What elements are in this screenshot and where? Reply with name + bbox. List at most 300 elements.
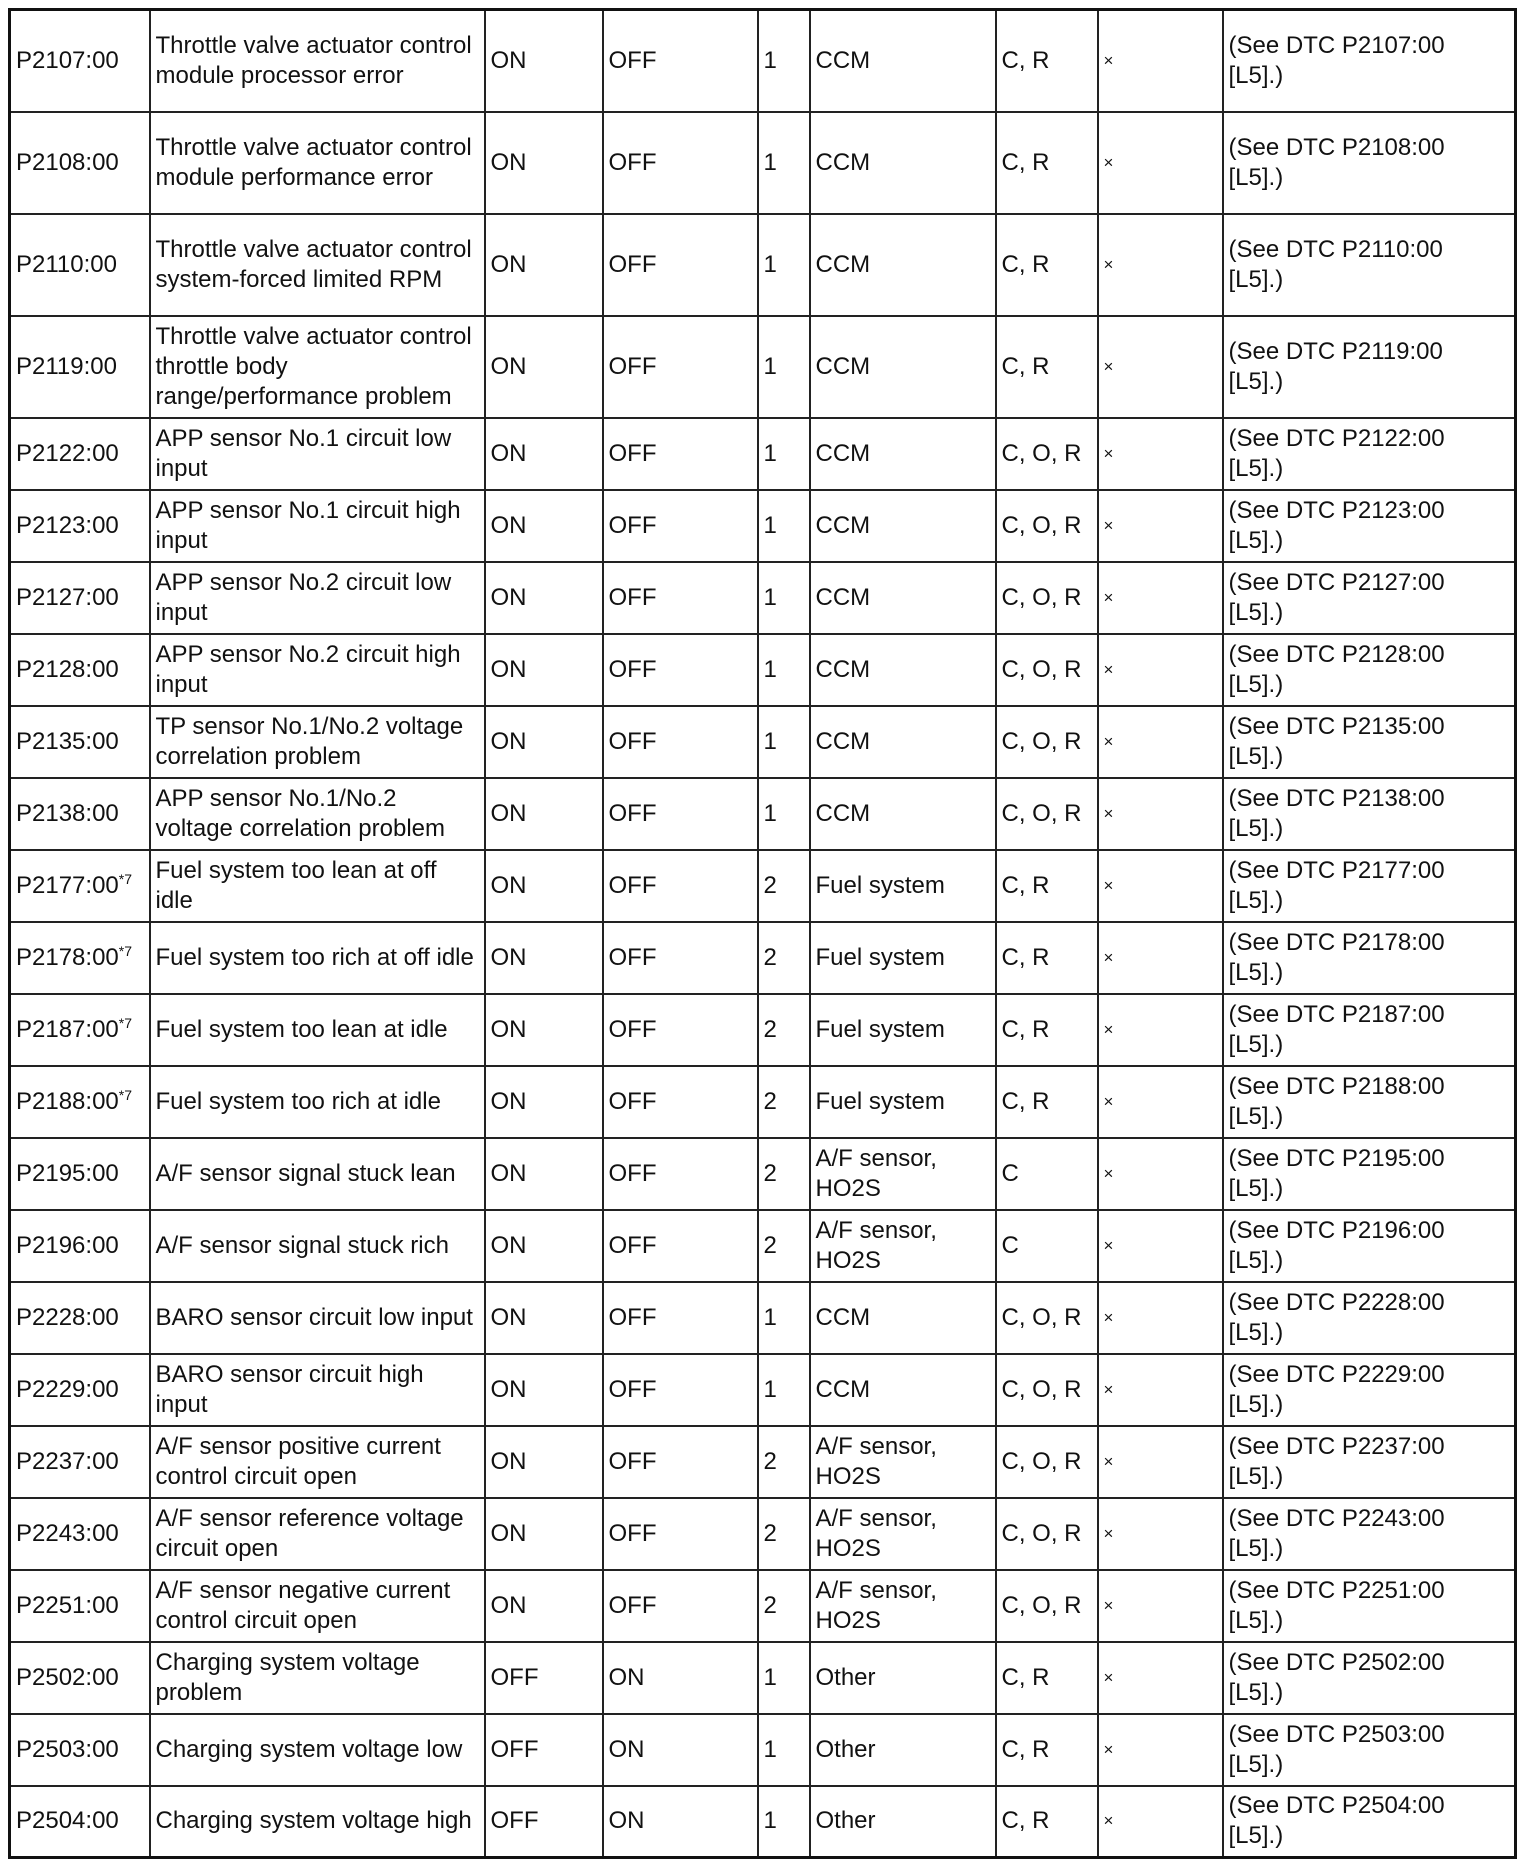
reference-suffix: [L5].) xyxy=(1228,1750,1284,1778)
category-cell: CCM xyxy=(810,562,996,634)
test-type-cell: C, O, R xyxy=(996,778,1098,850)
reference-cell xyxy=(1223,1066,1516,1138)
dtc-code: P2243:00 xyxy=(16,1519,119,1547)
reference-suffix: [L5].) xyxy=(1228,1246,1284,1274)
category-cell: A/F sensor, HO2S xyxy=(810,1210,996,1282)
trip-cell: 1 xyxy=(758,10,810,112)
reference-cell xyxy=(1223,994,1516,1066)
description-cell: Charging system voltage low xyxy=(150,1714,485,1786)
memory-cell: OFF xyxy=(603,1498,758,1570)
test-type-cell: C, R xyxy=(996,214,1098,316)
description-cell: A/F sensor reference voltage circuit open xyxy=(150,1498,485,1570)
flag-cell: × xyxy=(1098,112,1223,214)
trip-cell: 2 xyxy=(758,1498,810,1570)
category-cell: A/F sensor, HO2S xyxy=(810,1570,996,1642)
description-cell: APP sensor No.2 circuit high input xyxy=(150,634,485,706)
flag-cell: × xyxy=(1098,1714,1223,1786)
reference-link[interactable]: (See DTC P2229:00 xyxy=(1228,1360,1445,1388)
reference-suffix: [L5].) xyxy=(1228,367,1284,395)
test-type-cell: C, R xyxy=(996,1714,1098,1786)
dtc-code-cell xyxy=(10,1570,150,1642)
memory-cell: OFF xyxy=(603,316,758,418)
memory-cell: OFF xyxy=(603,994,758,1066)
flag-cell: × xyxy=(1098,490,1223,562)
reference-cell xyxy=(1223,562,1516,634)
flag-cell: × xyxy=(1098,1498,1223,1570)
reference-cell xyxy=(1223,1570,1516,1642)
trip-cell: 1 xyxy=(758,778,810,850)
reference-link[interactable]: (See DTC P2178:00 xyxy=(1228,928,1445,956)
mil-cell: ON xyxy=(485,706,603,778)
mil-cell: ON xyxy=(485,214,603,316)
flag-cell: × xyxy=(1098,1786,1223,1858)
reference-suffix: [L5].) xyxy=(1228,1102,1284,1130)
dtc-code-cell xyxy=(10,112,150,214)
reference-suffix: [L5].) xyxy=(1228,265,1284,293)
reference-cell xyxy=(1223,850,1516,922)
test-type-cell: C, O, R xyxy=(996,1498,1098,1570)
trip-cell: 1 xyxy=(758,112,810,214)
dtc-code-cell xyxy=(10,850,150,922)
test-type-cell: C xyxy=(996,1210,1098,1282)
reference-link[interactable]: (See DTC P2127:00 xyxy=(1228,568,1445,596)
description-cell: Fuel system too rich at off idle xyxy=(150,922,485,994)
mil-cell: ON xyxy=(485,1282,603,1354)
mil-cell: ON xyxy=(485,1426,603,1498)
table-row xyxy=(10,562,1516,634)
reference-cell xyxy=(1223,1498,1516,1570)
category-cell: CCM xyxy=(810,778,996,850)
mil-cell: ON xyxy=(485,490,603,562)
mil-cell: ON xyxy=(485,10,603,112)
description-cell: A/F sensor positive current control circuit open xyxy=(150,1426,485,1498)
trip-cell: 2 xyxy=(758,1570,810,1642)
dtc-code: P2503:00 xyxy=(16,1735,119,1763)
mil-cell: OFF xyxy=(485,1714,603,1786)
memory-cell: OFF xyxy=(603,562,758,634)
trip-cell: 2 xyxy=(758,1066,810,1138)
dtc-note: *7 xyxy=(118,1014,132,1031)
reference-suffix: [L5].) xyxy=(1228,814,1284,842)
flag-cell: × xyxy=(1098,850,1223,922)
description-cell: Fuel system too lean at off idle xyxy=(150,850,485,922)
table-row xyxy=(10,214,1516,316)
dtc-code: P2123:00 xyxy=(16,511,119,539)
reference-cell xyxy=(1223,1138,1516,1210)
dtc-code-cell xyxy=(10,778,150,850)
dtc-table-body xyxy=(10,10,1516,1858)
memory-cell: OFF xyxy=(603,1282,758,1354)
flag-cell: × xyxy=(1098,1138,1223,1210)
category-cell: A/F sensor, HO2S xyxy=(810,1498,996,1570)
reference-suffix: [L5].) xyxy=(1228,958,1284,986)
memory-cell: OFF xyxy=(603,634,758,706)
description-cell: A/F sensor signal stuck rich xyxy=(150,1210,485,1282)
dtc-code: P2187:00 xyxy=(16,1015,119,1043)
category-cell: Other xyxy=(810,1642,996,1714)
mil-cell: ON xyxy=(485,922,603,994)
dtc-code-cell xyxy=(10,418,150,490)
dtc-code-cell xyxy=(10,316,150,418)
reference-link[interactable]: (See DTC P2237:00 xyxy=(1228,1432,1445,1460)
description-cell: BARO sensor circuit high input xyxy=(150,1354,485,1426)
mil-cell: ON xyxy=(485,1138,603,1210)
description-cell: APP sensor No.1 circuit low input xyxy=(150,418,485,490)
dtc-note: *7 xyxy=(118,870,132,887)
reference-link[interactable]: (See DTC P2110:00 xyxy=(1228,235,1443,263)
mil-cell: OFF xyxy=(485,1642,603,1714)
memory-cell: OFF xyxy=(603,1210,758,1282)
reference-link[interactable]: (See DTC P2196:00 xyxy=(1228,1216,1445,1244)
category-cell: A/F sensor, HO2S xyxy=(810,1426,996,1498)
reference-suffix: [L5].) xyxy=(1228,1822,1284,1850)
flag-cell: × xyxy=(1098,316,1223,418)
table-row xyxy=(10,922,1516,994)
trip-cell: 2 xyxy=(758,1210,810,1282)
mil-cell: ON xyxy=(485,850,603,922)
description-cell: Fuel system too lean at idle xyxy=(150,994,485,1066)
test-type-cell: C, O, R xyxy=(996,1282,1098,1354)
mil-cell: ON xyxy=(485,634,603,706)
dtc-code: P2119:00 xyxy=(16,352,117,380)
dtc-code-cell xyxy=(10,10,150,112)
memory-cell: OFF xyxy=(603,850,758,922)
reference-link[interactable]: (See DTC P2119:00 xyxy=(1228,337,1443,365)
flag-cell: × xyxy=(1098,418,1223,490)
dtc-code-cell xyxy=(10,706,150,778)
memory-cell: ON xyxy=(603,1714,758,1786)
trip-cell: 1 xyxy=(758,418,810,490)
trip-cell: 1 xyxy=(758,1282,810,1354)
reference-cell xyxy=(1223,1426,1516,1498)
reference-suffix: [L5].) xyxy=(1228,61,1284,89)
flag-cell: × xyxy=(1098,214,1223,316)
dtc-code: P2502:00 xyxy=(16,1663,119,1691)
reference-link[interactable]: (See DTC P2128:00 xyxy=(1228,640,1445,668)
table-row xyxy=(10,1714,1516,1786)
category-cell: Fuel system xyxy=(810,922,996,994)
reference-link[interactable]: (See DTC P2503:00 xyxy=(1228,1720,1445,1748)
memory-cell: OFF xyxy=(603,1354,758,1426)
reference-suffix: [L5].) xyxy=(1228,1606,1284,1634)
dtc-code-cell xyxy=(10,490,150,562)
reference-cell xyxy=(1223,1354,1516,1426)
table-row xyxy=(10,1642,1516,1714)
reference-link[interactable]: (See DTC P2123:00 xyxy=(1228,496,1445,524)
mil-cell: OFF xyxy=(485,1786,603,1858)
description-cell: APP sensor No.1/No.2 voltage correlation problem xyxy=(150,778,485,850)
category-cell: CCM xyxy=(810,634,996,706)
reference-suffix: [L5].) xyxy=(1228,886,1284,914)
test-type-cell: C, R xyxy=(996,112,1098,214)
reference-cell xyxy=(1223,1642,1516,1714)
test-type-cell: C, R xyxy=(996,994,1098,1066)
mil-cell: ON xyxy=(485,778,603,850)
dtc-note: *7 xyxy=(118,942,132,959)
test-type-cell: C, O, R xyxy=(996,1570,1098,1642)
category-cell: CCM xyxy=(810,214,996,316)
dtc-code-cell xyxy=(10,214,150,316)
dtc-code-cell xyxy=(10,1282,150,1354)
description-cell: Throttle valve actuator control module performance error xyxy=(150,112,485,214)
reference-link[interactable]: (See DTC P2188:00 xyxy=(1228,1072,1445,1100)
reference-cell xyxy=(1223,418,1516,490)
reference-suffix: [L5].) xyxy=(1228,1462,1284,1490)
dtc-code: P2237:00 xyxy=(16,1447,119,1475)
trip-cell: 1 xyxy=(758,316,810,418)
flag-cell: × xyxy=(1098,1426,1223,1498)
reference-cell xyxy=(1223,1786,1516,1858)
test-type-cell: C, R xyxy=(996,316,1098,418)
category-cell: Other xyxy=(810,1786,996,1858)
flag-cell: × xyxy=(1098,1282,1223,1354)
dtc-code: P2108:00 xyxy=(16,148,119,176)
dtc-code-cell xyxy=(10,1642,150,1714)
reference-suffix: [L5].) xyxy=(1228,742,1284,770)
flag-cell: × xyxy=(1098,922,1223,994)
trip-cell: 1 xyxy=(758,490,810,562)
memory-cell: ON xyxy=(603,1786,758,1858)
category-cell: CCM xyxy=(810,112,996,214)
trip-cell: 1 xyxy=(758,634,810,706)
trip-cell: 2 xyxy=(758,922,810,994)
table-row xyxy=(10,10,1516,112)
test-type-cell: C, R xyxy=(996,1642,1098,1714)
reference-cell xyxy=(1223,214,1516,316)
dtc-code: P2228:00 xyxy=(16,1303,119,1331)
dtc-code-cell xyxy=(10,1210,150,1282)
table-row xyxy=(10,850,1516,922)
dtc-code: P2107:00 xyxy=(16,46,119,74)
dtc-code: P2504:00 xyxy=(16,1807,119,1835)
test-type-cell: C, R xyxy=(996,10,1098,112)
dtc-code-cell xyxy=(10,1354,150,1426)
reference-link[interactable]: (See DTC P2504:00 xyxy=(1228,1792,1445,1820)
reference-suffix: [L5].) xyxy=(1228,1174,1284,1202)
category-cell: Fuel system xyxy=(810,994,996,1066)
mil-cell: ON xyxy=(485,316,603,418)
reference-cell xyxy=(1223,1714,1516,1786)
reference-suffix: [L5].) xyxy=(1228,526,1284,554)
reference-suffix: [L5].) xyxy=(1228,1678,1284,1706)
description-cell: TP sensor No.1/No.2 voltage correlation problem xyxy=(150,706,485,778)
memory-cell: OFF xyxy=(603,214,758,316)
reference-link[interactable]: (See DTC P2228:00 xyxy=(1228,1288,1445,1316)
memory-cell: OFF xyxy=(603,706,758,778)
test-type-cell: C xyxy=(996,1138,1098,1210)
reference-cell xyxy=(1223,1210,1516,1282)
test-type-cell: C, O, R xyxy=(996,1354,1098,1426)
description-cell: Throttle valve actuator control system-forced limited RPM xyxy=(150,214,485,316)
dtc-code: P2138:00 xyxy=(16,799,119,827)
reference-link[interactable]: (See DTC P2177:00 xyxy=(1228,856,1445,884)
reference-cell xyxy=(1223,10,1516,112)
dtc-code-cell xyxy=(10,922,150,994)
reference-suffix: [L5].) xyxy=(1228,1030,1284,1058)
dtc-table xyxy=(8,8,1517,1859)
reference-link[interactable]: (See DTC P2195:00 xyxy=(1228,1144,1445,1172)
test-type-cell: C, O, R xyxy=(996,562,1098,634)
category-cell: Fuel system xyxy=(810,1066,996,1138)
table-row xyxy=(10,112,1516,214)
trip-cell: 1 xyxy=(758,1714,810,1786)
category-cell: Other xyxy=(810,1714,996,1786)
trip-cell: 1 xyxy=(758,1786,810,1858)
description-cell: A/F sensor negative current control circuit open xyxy=(150,1570,485,1642)
trip-cell: 2 xyxy=(758,994,810,1066)
category-cell: CCM xyxy=(810,1354,996,1426)
dtc-code: P2135:00 xyxy=(16,727,119,755)
reference-cell xyxy=(1223,1282,1516,1354)
flag-cell: × xyxy=(1098,994,1223,1066)
table-row xyxy=(10,778,1516,850)
reference-cell xyxy=(1223,778,1516,850)
test-type-cell: C, O, R xyxy=(996,490,1098,562)
mil-cell: ON xyxy=(485,112,603,214)
category-cell: A/F sensor, HO2S xyxy=(810,1138,996,1210)
dtc-code-cell xyxy=(10,1138,150,1210)
trip-cell: 1 xyxy=(758,706,810,778)
trip-cell: 2 xyxy=(758,850,810,922)
test-type-cell: C, R xyxy=(996,1786,1098,1858)
description-cell: APP sensor No.2 circuit low input xyxy=(150,562,485,634)
category-cell: Fuel system xyxy=(810,850,996,922)
memory-cell: OFF xyxy=(603,1570,758,1642)
reference-suffix: [L5].) xyxy=(1228,670,1284,698)
category-cell: CCM xyxy=(810,316,996,418)
flag-cell: × xyxy=(1098,1642,1223,1714)
dtc-code-cell xyxy=(10,562,150,634)
table-row xyxy=(10,418,1516,490)
trip-cell: 1 xyxy=(758,562,810,634)
category-cell: CCM xyxy=(810,10,996,112)
flag-cell: × xyxy=(1098,634,1223,706)
table-row xyxy=(10,1570,1516,1642)
table-row xyxy=(10,994,1516,1066)
dtc-code: P2128:00 xyxy=(16,655,119,683)
category-cell: CCM xyxy=(810,418,996,490)
trip-cell: 1 xyxy=(758,1642,810,1714)
reference-link[interactable]: (See DTC P2107:00 xyxy=(1228,31,1445,59)
memory-cell: OFF xyxy=(603,778,758,850)
description-cell: A/F sensor signal stuck lean xyxy=(150,1138,485,1210)
reference-suffix: [L5].) xyxy=(1228,163,1284,191)
memory-cell: OFF xyxy=(603,1426,758,1498)
dtc-code: P2127:00 xyxy=(16,583,119,611)
description-cell: Fuel system too rich at idle xyxy=(150,1066,485,1138)
flag-cell: × xyxy=(1098,1210,1223,1282)
dtc-code: P2196:00 xyxy=(16,1231,119,1259)
test-type-cell: C, O, R xyxy=(996,418,1098,490)
table-row xyxy=(10,490,1516,562)
dtc-code: P2178:00 xyxy=(16,943,119,971)
memory-cell: ON xyxy=(603,1642,758,1714)
test-type-cell: C, O, R xyxy=(996,634,1098,706)
reference-cell xyxy=(1223,490,1516,562)
description-cell: APP sensor No.1 circuit high input xyxy=(150,490,485,562)
dtc-code: P2188:00 xyxy=(16,1087,119,1115)
reference-cell xyxy=(1223,316,1516,418)
table-row xyxy=(10,1426,1516,1498)
dtc-code: P2229:00 xyxy=(16,1375,119,1403)
table-row xyxy=(10,1210,1516,1282)
description-cell: BARO sensor circuit low input xyxy=(150,1282,485,1354)
table-row xyxy=(10,1138,1516,1210)
flag-cell: × xyxy=(1098,1066,1223,1138)
dtc-code-cell xyxy=(10,994,150,1066)
dtc-code-cell xyxy=(10,1498,150,1570)
memory-cell: OFF xyxy=(603,922,758,994)
trip-cell: 2 xyxy=(758,1426,810,1498)
description-cell: Charging system voltage problem xyxy=(150,1642,485,1714)
memory-cell: OFF xyxy=(603,1138,758,1210)
reference-cell xyxy=(1223,706,1516,778)
description-cell: Throttle valve actuator control throttle body range/performance problem xyxy=(150,316,485,418)
table-row xyxy=(10,634,1516,706)
mil-cell: ON xyxy=(485,994,603,1066)
trip-cell: 1 xyxy=(758,1354,810,1426)
table-row xyxy=(10,1282,1516,1354)
reference-suffix: [L5].) xyxy=(1228,1318,1284,1346)
table-row xyxy=(10,1498,1516,1570)
mil-cell: ON xyxy=(485,1354,603,1426)
test-type-cell: C, R xyxy=(996,1066,1098,1138)
category-cell: CCM xyxy=(810,706,996,778)
table-row xyxy=(10,1786,1516,1858)
mil-cell: ON xyxy=(485,1570,603,1642)
trip-cell: 2 xyxy=(758,1138,810,1210)
dtc-code: P2251:00 xyxy=(16,1591,119,1619)
reference-link[interactable]: (See DTC P2187:00 xyxy=(1228,1000,1445,1028)
reference-link[interactable]: (See DTC P2122:00 xyxy=(1228,424,1445,452)
table-row xyxy=(10,706,1516,778)
reference-cell xyxy=(1223,112,1516,214)
category-cell: CCM xyxy=(810,490,996,562)
table-row xyxy=(10,1066,1516,1138)
memory-cell: OFF xyxy=(603,1066,758,1138)
reference-link[interactable]: (See DTC P2108:00 xyxy=(1228,133,1445,161)
trip-cell: 1 xyxy=(758,214,810,316)
dtc-code: P2177:00 xyxy=(16,871,119,899)
dtc-code-cell xyxy=(10,634,150,706)
mil-cell: ON xyxy=(485,562,603,634)
reference-cell xyxy=(1223,922,1516,994)
reference-link[interactable]: (See DTC P2502:00 xyxy=(1228,1648,1445,1676)
dtc-code: P2195:00 xyxy=(16,1159,119,1187)
dtc-note: *7 xyxy=(118,1086,132,1103)
memory-cell: OFF xyxy=(603,10,758,112)
dtc-code-cell xyxy=(10,1786,150,1858)
dtc-code-cell xyxy=(10,1714,150,1786)
table-row xyxy=(10,1354,1516,1426)
reference-link[interactable]: (See DTC P2243:00 xyxy=(1228,1504,1445,1532)
memory-cell: OFF xyxy=(603,112,758,214)
reference-link[interactable]: (See DTC P2135:00 xyxy=(1228,712,1445,740)
reference-link[interactable]: (See DTC P2251:00 xyxy=(1228,1576,1445,1604)
reference-suffix: [L5].) xyxy=(1228,598,1284,626)
mil-cell: ON xyxy=(485,418,603,490)
test-type-cell: C, O, R xyxy=(996,1426,1098,1498)
flag-cell: × xyxy=(1098,706,1223,778)
flag-cell: × xyxy=(1098,1354,1223,1426)
reference-link[interactable]: (See DTC P2138:00 xyxy=(1228,784,1445,812)
flag-cell: × xyxy=(1098,10,1223,112)
mil-cell: ON xyxy=(485,1210,603,1282)
test-type-cell: C, O, R xyxy=(996,706,1098,778)
dtc-code-cell xyxy=(10,1426,150,1498)
dtc-code: P2122:00 xyxy=(16,439,119,467)
reference-suffix: [L5].) xyxy=(1228,1534,1284,1562)
